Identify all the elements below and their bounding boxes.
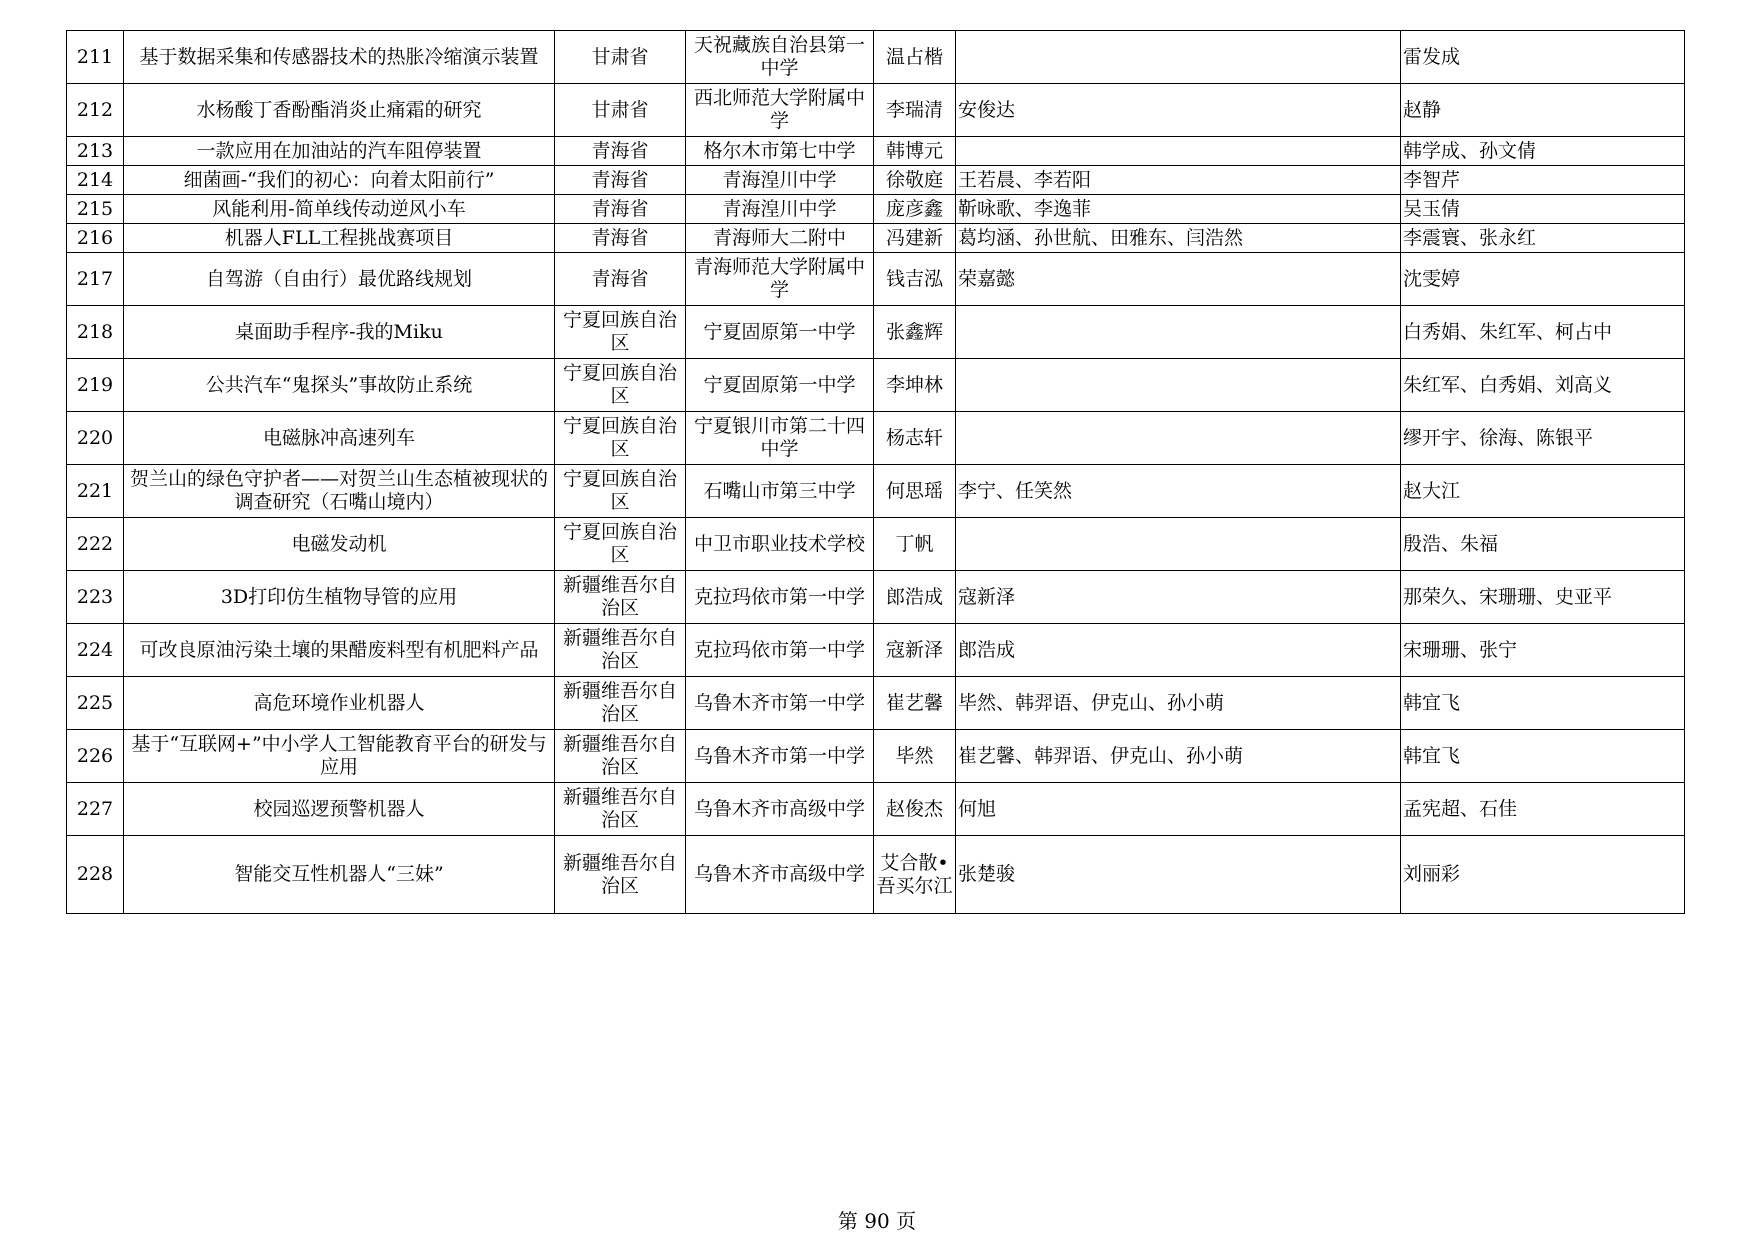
cell-province: 新疆维吾尔自治区 — [555, 730, 686, 783]
cell-tutors: 那荣久、宋珊珊、史亚平 — [1401, 571, 1685, 624]
cell-school: 青海师范大学附属中学 — [686, 253, 874, 306]
cell-project-title: 桌面助手程序-我的Miku — [124, 306, 555, 359]
cell-province: 甘肃省 — [555, 31, 686, 84]
cell-author: 冯建新 — [874, 224, 956, 253]
cell-author: 何思瑶 — [874, 465, 956, 518]
cell-coauthors: 寇新泽 — [956, 571, 1401, 624]
cell-school: 中卫市职业技术学校 — [686, 518, 874, 571]
cell-tutors: 韩宜飞 — [1401, 677, 1685, 730]
cell-number: 222 — [67, 518, 124, 571]
cell-coauthors — [956, 31, 1401, 84]
cell-coauthors: 安俊达 — [956, 84, 1401, 137]
awards-table — [66, 30, 1685, 914]
cell-province: 青海省 — [555, 137, 686, 166]
cell-coauthors — [956, 412, 1401, 465]
table-row — [67, 253, 1685, 306]
cell-province: 新疆维吾尔自治区 — [555, 624, 686, 677]
cell-coauthors: 荣嘉懿 — [956, 253, 1401, 306]
cell-author: 温占楷 — [874, 31, 956, 84]
table-row — [67, 571, 1685, 624]
cell-coauthors — [956, 306, 1401, 359]
cell-coauthors: 靳咏歌、李逸菲 — [956, 195, 1401, 224]
cell-school: 宁夏固原第一中学 — [686, 306, 874, 359]
cell-number: 216 — [67, 224, 124, 253]
cell-number: 219 — [67, 359, 124, 412]
table-row — [67, 195, 1685, 224]
cell-coauthors: 葛均涵、孙世航、田雅东、闫浩然 — [956, 224, 1401, 253]
page-number: 第 90 页 — [837, 1209, 917, 1233]
cell-number: 215 — [67, 195, 124, 224]
cell-project-title: 电磁发动机 — [124, 518, 555, 571]
cell-coauthors: 崔艺馨、韩羿语、伊克山、孙小萌 — [956, 730, 1401, 783]
cell-author: 崔艺馨 — [874, 677, 956, 730]
table-body — [67, 31, 1685, 914]
table-row — [67, 31, 1685, 84]
table-row — [67, 465, 1685, 518]
cell-author: 艾合散•吾买尔江 — [874, 836, 956, 914]
cell-author: 张鑫辉 — [874, 306, 956, 359]
cell-coauthors: 张楚骏 — [956, 836, 1401, 914]
cell-school: 西北师范大学附属中学 — [686, 84, 874, 137]
cell-province: 甘肃省 — [555, 84, 686, 137]
cell-author: 丁帆 — [874, 518, 956, 571]
cell-coauthors: 毕然、韩羿语、伊克山、孙小萌 — [956, 677, 1401, 730]
cell-number: 212 — [67, 84, 124, 137]
cell-project-title: 可改良原油污染土壤的果醋废料型有机肥料产品 — [124, 624, 555, 677]
cell-number: 214 — [67, 166, 124, 195]
table-row — [67, 836, 1685, 914]
cell-school: 宁夏银川市第二十四中学 — [686, 412, 874, 465]
cell-number: 227 — [67, 783, 124, 836]
cell-school: 乌鲁木齐市高级中学 — [686, 836, 874, 914]
cell-school: 乌鲁木齐市第一中学 — [686, 730, 874, 783]
cell-school: 青海湟川中学 — [686, 166, 874, 195]
cell-school: 石嘴山市第三中学 — [686, 465, 874, 518]
cell-author: 毕然 — [874, 730, 956, 783]
cell-coauthors: 何旭 — [956, 783, 1401, 836]
cell-tutors: 李智芹 — [1401, 166, 1685, 195]
cell-tutors: 雷发成 — [1401, 31, 1685, 84]
cell-number: 224 — [67, 624, 124, 677]
cell-school: 青海湟川中学 — [686, 195, 874, 224]
cell-author: 杨志轩 — [874, 412, 956, 465]
cell-author: 钱吉泓 — [874, 253, 956, 306]
cell-province: 新疆维吾尔自治区 — [555, 571, 686, 624]
cell-author: 李坤林 — [874, 359, 956, 412]
table-row — [67, 359, 1685, 412]
cell-project-title: 校园巡逻预警机器人 — [124, 783, 555, 836]
cell-number: 217 — [67, 253, 124, 306]
cell-tutors: 赵大江 — [1401, 465, 1685, 518]
cell-province: 青海省 — [555, 195, 686, 224]
cell-author: 赵俊杰 — [874, 783, 956, 836]
table-row — [67, 518, 1685, 571]
cell-project-title: 智能交互性机器人“三妹” — [124, 836, 555, 914]
table-row — [67, 84, 1685, 137]
table-row — [67, 677, 1685, 730]
cell-coauthors: 李宁、任笑然 — [956, 465, 1401, 518]
cell-province: 宁夏回族自治区 — [555, 306, 686, 359]
table-row — [67, 224, 1685, 253]
table-row — [67, 624, 1685, 677]
cell-project-title: 公共汽车“鬼探头”事故防止系统 — [124, 359, 555, 412]
cell-tutors: 赵静 — [1401, 84, 1685, 137]
cell-number: 220 — [67, 412, 124, 465]
cell-project-title: 一款应用在加油站的汽车阻停装置 — [124, 137, 555, 166]
table-row — [67, 730, 1685, 783]
cell-number: 228 — [67, 836, 124, 914]
cell-coauthors — [956, 359, 1401, 412]
cell-province: 宁夏回族自治区 — [555, 518, 686, 571]
cell-project-title: 风能利用-简单线传动逆风小车 — [124, 195, 555, 224]
cell-school: 乌鲁木齐市高级中学 — [686, 783, 874, 836]
cell-school: 乌鲁木齐市第一中学 — [686, 677, 874, 730]
cell-province: 新疆维吾尔自治区 — [555, 677, 686, 730]
cell-project-title: 水杨酸丁香酚酯消炎止痛霜的研究 — [124, 84, 555, 137]
cell-school: 克拉玛依市第一中学 — [686, 571, 874, 624]
table-row — [67, 166, 1685, 195]
cell-number: 226 — [67, 730, 124, 783]
cell-province: 宁夏回族自治区 — [555, 359, 686, 412]
cell-province: 青海省 — [555, 253, 686, 306]
cell-tutors: 韩宜飞 — [1401, 730, 1685, 783]
cell-province: 新疆维吾尔自治区 — [555, 836, 686, 914]
cell-project-title: 贺兰山的绿色守护者——对贺兰山生态植被现状的调查研究（石嘴山境内） — [124, 465, 555, 518]
cell-project-title: 基于数据采集和传感器技术的热胀冷缩演示装置 — [124, 31, 555, 84]
cell-number: 223 — [67, 571, 124, 624]
table-row — [67, 783, 1685, 836]
cell-tutors: 宋珊珊、张宁 — [1401, 624, 1685, 677]
cell-coauthors: 王若晨、李若阳 — [956, 166, 1401, 195]
cell-tutors: 缪开宇、徐海、陈银平 — [1401, 412, 1685, 465]
cell-project-title: 机器人FLL工程挑战赛项目 — [124, 224, 555, 253]
cell-school: 格尔木市第七中学 — [686, 137, 874, 166]
cell-project-title: 高危环境作业机器人 — [124, 677, 555, 730]
cell-province: 宁夏回族自治区 — [555, 412, 686, 465]
cell-project-title: 自驾游（自由行）最优路线规划 — [124, 253, 555, 306]
cell-tutors: 孟宪超、石佳 — [1401, 783, 1685, 836]
table-row — [67, 412, 1685, 465]
cell-project-title: 3D打印仿生植物导管的应用 — [124, 571, 555, 624]
cell-author: 庞彦鑫 — [874, 195, 956, 224]
cell-number: 221 — [67, 465, 124, 518]
cell-school: 克拉玛依市第一中学 — [686, 624, 874, 677]
cell-tutors: 白秀娟、朱红军、柯占中 — [1401, 306, 1685, 359]
cell-school: 青海师大二附中 — [686, 224, 874, 253]
table-row — [67, 306, 1685, 359]
cell-author: 徐敬庭 — [874, 166, 956, 195]
cell-tutors: 韩学成、孙文倩 — [1401, 137, 1685, 166]
cell-project-title: 基于“互联网+”中小学人工智能教育平台的研发与应用 — [124, 730, 555, 783]
cell-tutors: 李震寰、张永红 — [1401, 224, 1685, 253]
cell-tutors: 刘丽彩 — [1401, 836, 1685, 914]
cell-tutors: 朱红军、白秀娟、刘高义 — [1401, 359, 1685, 412]
cell-school: 天祝藏族自治县第一中学 — [686, 31, 874, 84]
cell-school: 宁夏固原第一中学 — [686, 359, 874, 412]
cell-project-title: 电磁脉冲高速列车 — [124, 412, 555, 465]
cell-province: 新疆维吾尔自治区 — [555, 783, 686, 836]
cell-coauthors — [956, 137, 1401, 166]
cell-province: 青海省 — [555, 224, 686, 253]
cell-author: 郎浩成 — [874, 571, 956, 624]
cell-tutors: 沈雯婷 — [1401, 253, 1685, 306]
cell-province: 青海省 — [555, 166, 686, 195]
cell-tutors: 吴玉倩 — [1401, 195, 1685, 224]
cell-tutors: 殷浩、朱福 — [1401, 518, 1685, 571]
cell-project-title: 细菌画-“我们的初心：向着太阳前行” — [124, 166, 555, 195]
cell-author: 韩博元 — [874, 137, 956, 166]
table-row — [67, 137, 1685, 166]
cell-number: 211 — [67, 31, 124, 84]
cell-number: 218 — [67, 306, 124, 359]
cell-author: 李瑞清 — [874, 84, 956, 137]
cell-author: 寇新泽 — [874, 624, 956, 677]
cell-province: 宁夏回族自治区 — [555, 465, 686, 518]
cell-coauthors — [956, 518, 1401, 571]
cell-number: 225 — [67, 677, 124, 730]
cell-coauthors: 郎浩成 — [956, 624, 1401, 677]
cell-number: 213 — [67, 137, 124, 166]
